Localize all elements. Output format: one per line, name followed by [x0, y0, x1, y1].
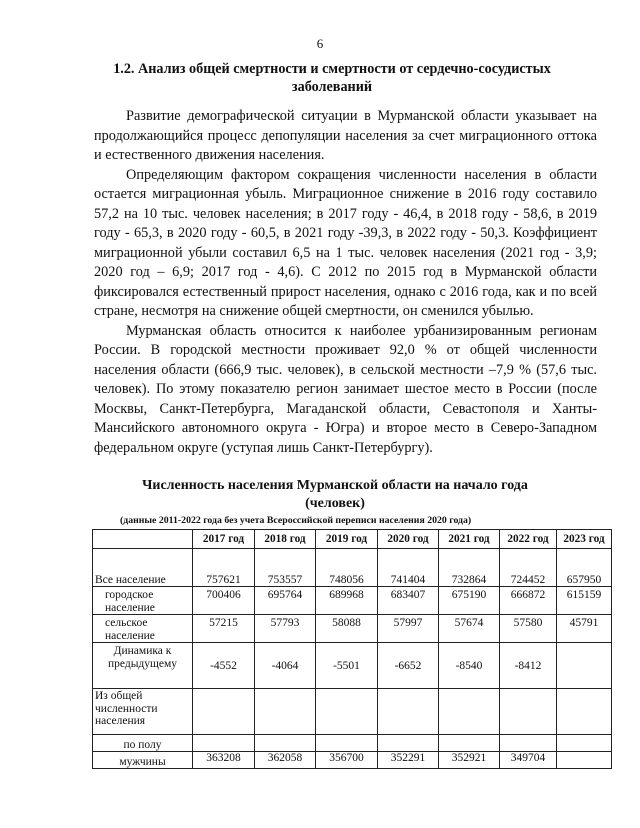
table-cell: 57793	[255, 615, 316, 643]
table-cell	[255, 735, 316, 752]
paragraph: Развитие демографической ситуации в Мурманской области указывает на продолжающийся процесс депопуляции населения за счет миграционного оттока и естественного движения населения.	[94, 108, 597, 163]
table-cell	[500, 735, 557, 752]
table-row	[93, 587, 612, 615]
paragraph: Мурманская область относится к наиболее урбанизированным регионам России. В городской местности проживает 92,0 % от общей численности населения области (666,9 тыс. человек), в сельской местности –7,9 % (57,6 тыс. человек). По этому показателю регион занимает шестое место в России (после Москвы, Санкт-Петербурга, Магаданской области, Севастополя и Ханты-Мансийского автономного округа - Югра) и второе место в Северо-Западном федеральном округе (уступая лишь Санкт-Петербургу).	[94, 322, 597, 456]
row-label: Динамика к предыдущему	[93, 643, 193, 689]
table-cell	[557, 643, 612, 689]
table-cell: 666872	[500, 587, 557, 615]
header-cell	[93, 530, 193, 549]
table-row	[93, 615, 612, 643]
table-cell: 57997	[378, 615, 439, 643]
page-number: 6	[316, 36, 324, 51]
table-cell: 753557	[255, 549, 316, 587]
table-cell: 695764	[255, 587, 316, 615]
table-cell: 349704	[500, 752, 557, 769]
table-cell: -4064	[255, 643, 316, 689]
row-label: сельское население	[93, 615, 193, 643]
table-cell	[316, 689, 378, 735]
table-cell	[557, 689, 612, 735]
section-title: 1.2. Анализ общей смертности и смертности от сердечно-сосудистых заболеваний	[113, 61, 551, 95]
table-cell: 352921	[439, 752, 500, 769]
table-cell	[255, 689, 316, 735]
table-cell: 45791	[557, 615, 612, 643]
table-cell: 352291	[378, 752, 439, 769]
table-cell: -4552	[193, 643, 255, 689]
table-cell: 748056	[316, 549, 378, 587]
table-cell: 757621	[193, 549, 255, 587]
table-row	[93, 549, 612, 587]
population-table	[92, 529, 612, 769]
table-cell	[193, 735, 255, 752]
table-cell	[500, 689, 557, 735]
row-label: Все население	[93, 549, 193, 587]
table-cell: 700406	[193, 587, 255, 615]
table-cell: 362058	[255, 752, 316, 769]
table-cell: 57580	[500, 615, 557, 643]
header-cell: 2023 год	[557, 530, 612, 549]
table-cell	[439, 689, 500, 735]
table-row	[93, 643, 612, 689]
table-cell: 356700	[316, 752, 378, 769]
table-cell	[439, 735, 500, 752]
table-row	[93, 689, 612, 735]
row-label: по полу	[93, 735, 193, 752]
table-title: Численность населения Мурманской области на начало года (человек)	[142, 478, 528, 511]
table-cell: 615159	[557, 587, 612, 615]
table-note: (данные 2011-2022 года без учета Всероссийской переписи населения 2020 года)	[120, 515, 472, 526]
table-cell: -8540	[439, 643, 500, 689]
header-cell: 2022 год	[500, 530, 557, 549]
header-cell: 2021 год	[439, 530, 500, 549]
row-label: городское население	[93, 587, 193, 615]
table-cell: -5501	[316, 643, 378, 689]
table-cell: 57215	[193, 615, 255, 643]
table-cell: 363208	[193, 752, 255, 769]
table-cell: 675190	[439, 587, 500, 615]
table-row	[93, 752, 612, 769]
header-cell: 2019 год	[316, 530, 378, 549]
table-header-row	[93, 530, 612, 549]
table-cell	[378, 689, 439, 735]
table-cell	[193, 689, 255, 735]
table-cell	[378, 735, 439, 752]
table-cell: 657950	[557, 549, 612, 587]
table-cell: 732864	[439, 549, 500, 587]
row-label: Из общей численности населения	[93, 689, 193, 735]
table-cell	[557, 752, 612, 769]
header-cell: 2018 год	[255, 530, 316, 549]
table-cell: -6652	[378, 643, 439, 689]
table-cell: 58088	[316, 615, 378, 643]
body-text	[94, 107, 597, 458]
table-cell: 57674	[439, 615, 500, 643]
table-row	[93, 735, 612, 752]
paragraph: Определяющим фактором сокращения численности населения в области остается миграционная убыль. Миграционное снижение в 2016 году составило 57,2 на 10 тыс. человек населения; в 2017 году - 46,4, в 2018 году - 58,6, в 2019 году - 65,3, в 2020 году - 60,5, в 2021 году -39,3, в 2022 году - 50,3. Коэффициент миграционной убыли составил 6,5 на 1 тыс. человек населения (2021 год - 3,9; 2020 год – 6,9; 2017 год - 4,6). С 2012 по 2015 год в Мурманской области фиксировался естественный прирост населения, однако с 2016 года, как и по всей стране, несмотря на снижение общей смертности, он сменился убылью.	[94, 166, 597, 319]
table-cell: 689968	[316, 587, 378, 615]
table-cell: 683407	[378, 587, 439, 615]
table-cell: -8412	[500, 643, 557, 689]
table-cell: 741404	[378, 549, 439, 587]
table-cell	[316, 735, 378, 752]
table-cell	[557, 735, 612, 752]
row-label: мужчины	[93, 752, 193, 769]
header-cell: 2017 год	[193, 530, 255, 549]
table-cell: 724452	[500, 549, 557, 587]
header-cell: 2020 год	[378, 530, 439, 549]
